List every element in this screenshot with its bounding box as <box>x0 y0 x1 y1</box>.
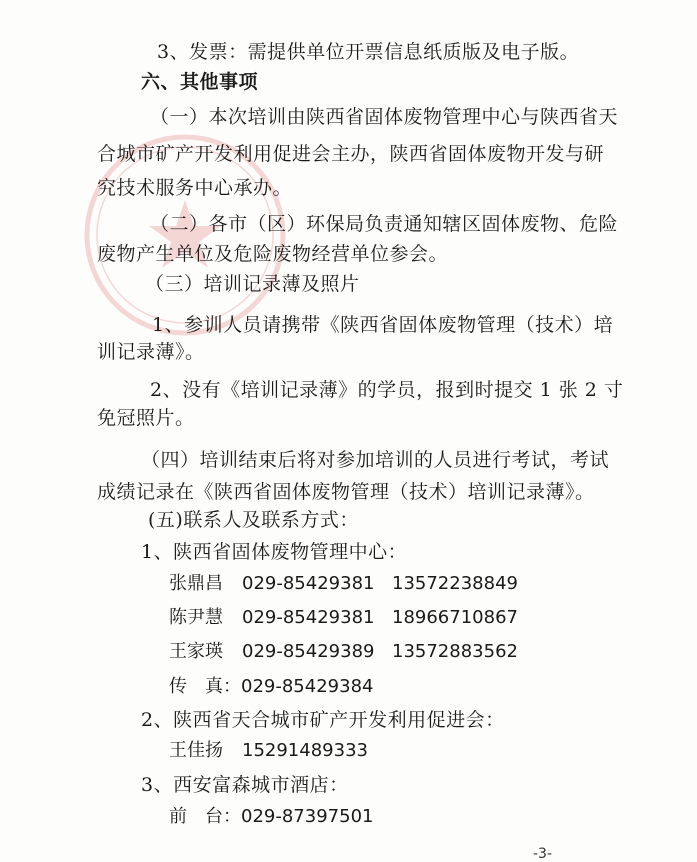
contact-phone: 029-85429389 <box>242 641 375 662</box>
item-5-heading: (五)联系人及联系方式： <box>148 509 359 531</box>
org-1-title: 1、陕西省固体废物管理中心： <box>141 541 408 563</box>
invoice-line: 3、发票：需提供单位开票信息纸质版及电子版。 <box>157 41 580 63</box>
item-1-line-2: 合城市矿产开发利用促进会主办，陕西省固体废物开发与研 <box>97 143 605 165</box>
fax-label: 传 真： <box>169 676 241 697</box>
fax-number: 029-85429384 <box>241 676 374 697</box>
item-1-line-3: 究技术服务中心承办。 <box>97 177 293 199</box>
contact-phone: 029-85429381 <box>242 573 375 594</box>
item-3-heading: （三）培训记录薄及照片 <box>145 273 360 295</box>
contact-name: 王佳扬 <box>169 740 223 761</box>
contact-mobile: 13572238849 <box>392 573 518 594</box>
contact-name: 张鼎昌 <box>169 573 223 594</box>
org-2-title: 2、陕西省天合城市矿产开发利用促进会： <box>141 709 505 731</box>
fax-row <box>169 676 373 698</box>
item-3-1-line-2: 训记录薄》。 <box>97 341 205 363</box>
item-3-1-line-1: 1、参训人员请携带《陕西省固体废物管理（技术）培 <box>152 314 614 336</box>
section-6-heading: 六、其他事项 <box>141 71 259 93</box>
front-desk-label: 前 台： <box>169 806 241 827</box>
front-desk-row <box>169 806 373 828</box>
contact-name: 王家瑛 <box>169 641 223 662</box>
item-4-line-2: 成绩记录在《陕西省固体废物管理（技术）培训记录薄》。 <box>97 481 595 503</box>
org-3-title: 3、西安富森城市酒店： <box>141 774 349 796</box>
front-desk-number: 029-87397501 <box>241 806 374 827</box>
page-number: -3- <box>533 846 553 862</box>
contact-phone: 029-85429381 <box>242 607 375 628</box>
item-2-line-1: （二）各市（区）环保局负责通知辖区固体废物、危险 <box>150 213 619 235</box>
item-2-line-2: 废物产生单位及危险废物经营单位参会。 <box>97 243 449 265</box>
contact-mobile: 13572883562 <box>392 641 518 662</box>
item-3-2-line-2: 免冠照片。 <box>97 407 195 429</box>
item-1-line-1: （一）本次培训由陕西省固体废物管理中心与陕西省天 <box>150 106 619 128</box>
item-4-line-1: （四）培训结束后将对参加培训的人员进行考试，考试 <box>141 449 610 471</box>
contact-mobile: 15291489333 <box>242 740 368 761</box>
contact-mobile: 18966710867 <box>392 607 518 628</box>
item-3-2-line-1: 2、没有《培训记录薄》的学员，报到时提交 1 张 2 寸 <box>150 379 624 401</box>
contact-name: 陈尹慧 <box>169 607 223 628</box>
